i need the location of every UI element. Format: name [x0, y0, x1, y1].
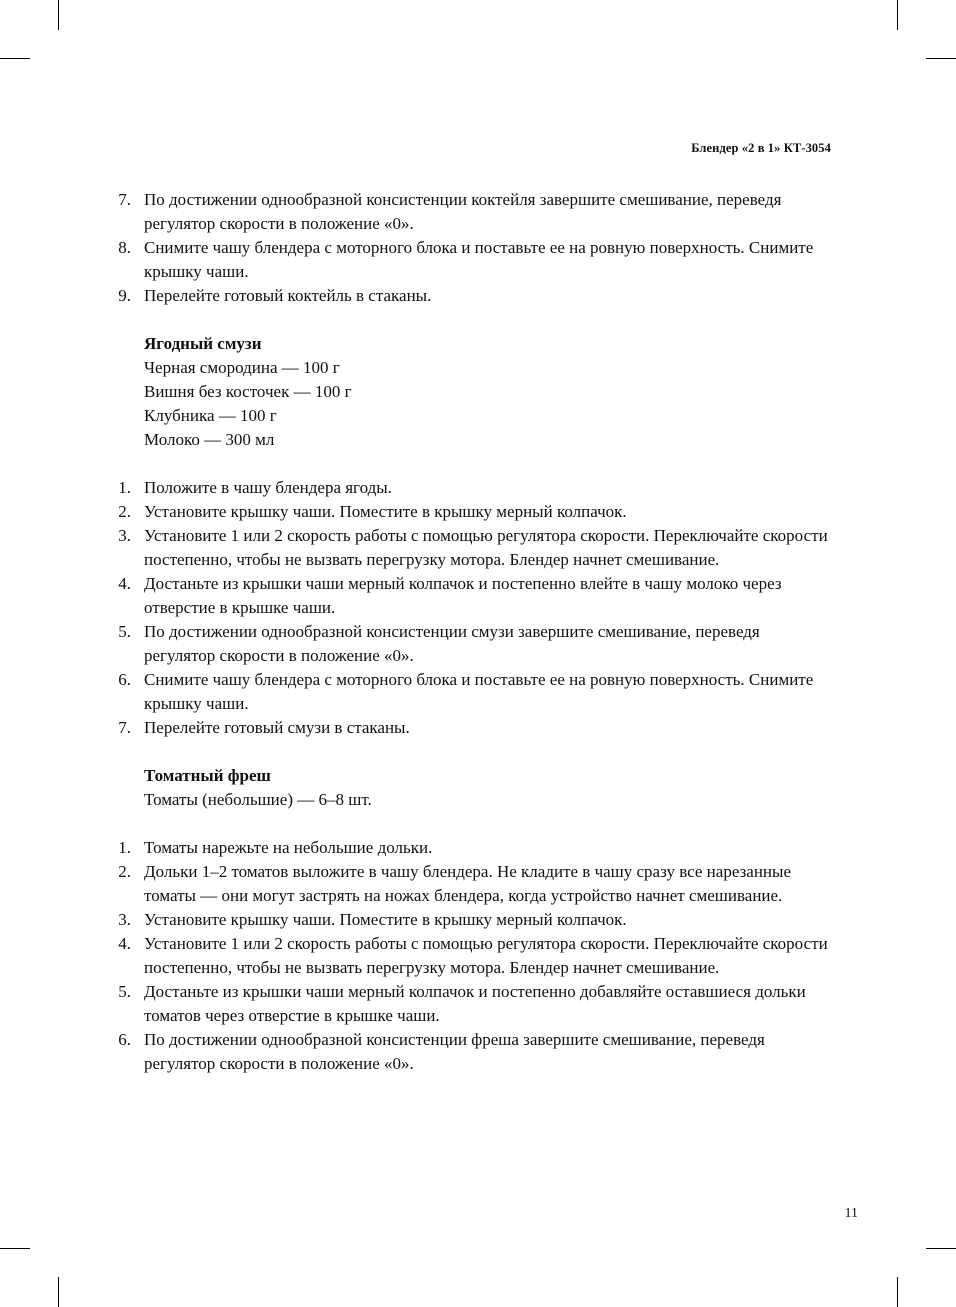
- list-item: [111, 980, 833, 1028]
- crop-mark-right-top: [926, 58, 956, 59]
- recipe-title: Ягодный смузи: [144, 334, 262, 353]
- step-number: 7.: [118, 718, 131, 737]
- running-header: Блендер «2 в 1» КТ-3054: [691, 141, 831, 155]
- ingredient: Вишня без косточек — 100 г: [144, 382, 352, 401]
- step-number: 4.: [118, 934, 131, 953]
- list-item: [111, 668, 833, 716]
- step-text: Установите крышку чаши. Поместите в крышку мерный колпачок.: [144, 910, 627, 929]
- step-number: 6.: [118, 670, 131, 689]
- step-number: 2.: [118, 862, 131, 881]
- step-text: Перелейте готовый коктейль в стаканы.: [144, 286, 432, 305]
- step-number: 6.: [118, 1030, 131, 1049]
- step-number: 7.: [118, 190, 131, 209]
- step-number: 2.: [118, 502, 131, 521]
- step-text: Перелейте готовый смузи в стаканы.: [144, 718, 410, 737]
- crop-mark-bottom-left: [58, 1277, 59, 1307]
- recipe-title: Томатный фреш: [144, 766, 271, 785]
- page-content: [111, 188, 833, 1076]
- list-item: [111, 620, 833, 668]
- spacer: [111, 812, 833, 836]
- crop-mark-left-top: [0, 58, 30, 59]
- list-item: [111, 500, 833, 524]
- step-number: 4.: [118, 574, 131, 593]
- ingredient: Молоко — 300 мл: [144, 430, 275, 449]
- list-item: [111, 236, 833, 284]
- list-item: [111, 524, 833, 572]
- tomato-recipe: [111, 764, 833, 812]
- list-item: [111, 572, 833, 620]
- step-number: 9.: [118, 286, 131, 305]
- step-text: Достаньте из крышки чаши мерный колпачок и постепенно добавляйте оставшиеся дольки томатов через отверстие в крышке чаши.: [144, 982, 806, 1025]
- step-text: Достаньте из крышки чаши мерный колпачок и постепенно влейте в чашу молоко через отверстие в крышке чаши.: [144, 574, 782, 617]
- crop-mark-left-bottom: [0, 1248, 30, 1249]
- step-number: 1.: [118, 478, 131, 497]
- step-text: Томаты нарежьте на небольшие дольки.: [144, 838, 433, 857]
- smoothie-recipe: [111, 332, 833, 452]
- crop-mark-right-bottom: [926, 1248, 956, 1249]
- smoothie-steps-list: [111, 476, 833, 740]
- list-item: [111, 908, 833, 932]
- list-item: [111, 860, 833, 908]
- step-number: 8.: [118, 238, 131, 257]
- step-text: Снимите чашу блендера с моторного блока и поставьте ее на ровную поверхность. Снимите крышку чаши.: [144, 670, 814, 713]
- step-number: 3.: [118, 910, 131, 929]
- page-number: 11: [844, 1206, 858, 1221]
- crop-mark-bottom-right: [897, 1277, 898, 1307]
- list-item: [111, 1028, 833, 1076]
- step-text: По достижении однообразной консистенции фреша завершите смешивание, переведя регулятор скорости в положение «0».: [144, 1030, 765, 1073]
- list-item: [111, 476, 833, 500]
- list-item: [111, 284, 833, 308]
- ingredient: Черная смородина — 100 г: [144, 358, 340, 377]
- step-text: Положите в чашу блендера ягоды.: [144, 478, 392, 497]
- step-number: 3.: [118, 526, 131, 545]
- list-item: [111, 188, 833, 236]
- list-item: [111, 932, 833, 980]
- step-number: 1.: [118, 838, 131, 857]
- step-text: Снимите чашу блендера с моторного блока и поставьте ее на ровную поверхность. Снимите крышку чаши.: [144, 238, 814, 281]
- spacer: [111, 452, 833, 476]
- ingredient: Томаты (небольшие) — 6–8 шт.: [144, 790, 372, 809]
- crop-mark-top-left: [58, 0, 59, 30]
- crop-mark-top-right: [897, 0, 898, 30]
- ingredient: Клубника — 100 г: [144, 406, 277, 425]
- step-text: По достижении однообразной консистенции коктейля завершите смешивание, переведя регулятор скорости в положение «0».: [144, 190, 782, 233]
- step-text: По достижении однообразной консистенции смузи завершите смешивание, переведя регулятор скорости в положение «0».: [144, 622, 760, 665]
- spacer: [111, 740, 833, 764]
- step-text: Дольки 1–2 томатов выложите в чашу блендера. Не кладите в чашу сразу все нарезанные томаты — они могут застрять на ножах блендера, когда устройство начнет смешивание.: [144, 862, 791, 905]
- spacer: [111, 308, 833, 332]
- tomato-steps-list: [111, 836, 833, 1076]
- step-text: Установите 1 или 2 скорость работы с помощью регулятора скорости. Переключайте скорости постепенно, чтобы не вызвать перегрузку мотора. Блендер начнет смешивание.: [144, 526, 828, 569]
- list-item: [111, 836, 833, 860]
- list-item: [111, 716, 833, 740]
- intro-steps-list: [111, 188, 833, 308]
- step-number: 5.: [118, 982, 131, 1001]
- step-text: Установите 1 или 2 скорость работы с помощью регулятора скорости. Переключайте скорости постепенно, чтобы не вызвать перегрузку мотора. Блендер начнет смешивание.: [144, 934, 828, 977]
- step-text: Установите крышку чаши. Поместите в крышку мерный колпачок.: [144, 502, 627, 521]
- step-number: 5.: [118, 622, 131, 641]
